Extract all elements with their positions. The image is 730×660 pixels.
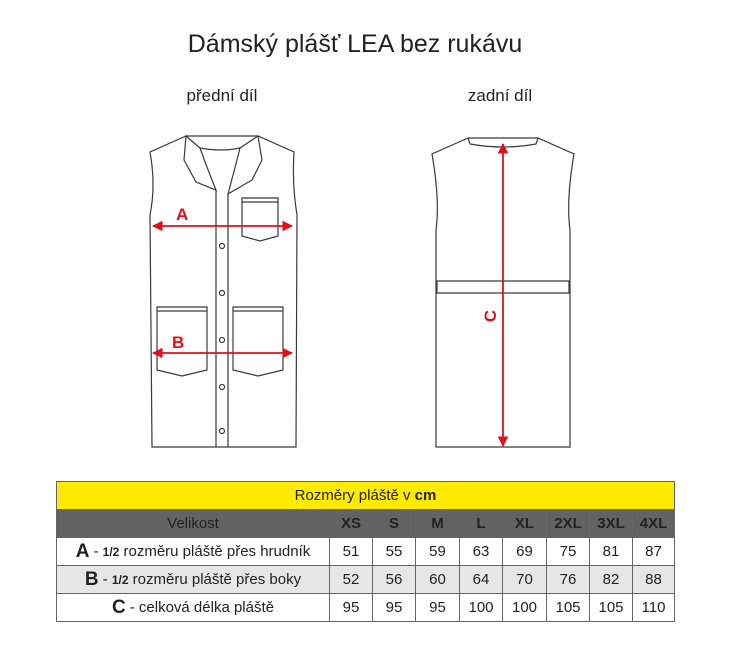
size-3xl: 3XL bbox=[590, 510, 633, 538]
cell-value: 52 bbox=[330, 566, 373, 594]
page-title: Dámský plášť LEA bez rukávu bbox=[187, 30, 523, 58]
cell-value: 75 bbox=[547, 538, 590, 566]
table-row bbox=[57, 594, 675, 622]
size-4xl: 4XL bbox=[633, 510, 675, 538]
size-2xl: 2XL bbox=[547, 510, 590, 538]
table-row bbox=[57, 538, 675, 566]
front-chest-pocket bbox=[242, 198, 278, 241]
front-right-pocket bbox=[233, 307, 283, 376]
size-header-label: Velikost bbox=[57, 510, 330, 538]
cell-value: 88 bbox=[633, 566, 675, 594]
table-row bbox=[57, 566, 675, 594]
row-a-description: A - 1/2 rozměru pláště přes hrudník bbox=[57, 538, 330, 566]
cell-value: 60 bbox=[416, 566, 460, 594]
row-b-description: B - 1/2 rozměru pláště přes boky bbox=[57, 566, 330, 594]
cell-value: 63 bbox=[460, 538, 503, 566]
cell-value: 105 bbox=[590, 594, 633, 622]
size-l: L bbox=[460, 510, 503, 538]
size-s: S bbox=[373, 510, 416, 538]
size-m: M bbox=[416, 510, 460, 538]
cell-value: 82 bbox=[590, 566, 633, 594]
cell-value: 87 bbox=[633, 538, 675, 566]
cell-value: 105 bbox=[547, 594, 590, 622]
size-header-row bbox=[57, 510, 675, 538]
measure-c-marker: C bbox=[481, 309, 500, 323]
size-table bbox=[56, 481, 675, 622]
cell-value: 76 bbox=[547, 566, 590, 594]
measure-b-marker: B bbox=[172, 333, 185, 352]
cell-value: 110 bbox=[633, 594, 675, 622]
cell-value: 100 bbox=[503, 594, 547, 622]
cell-value: 95 bbox=[373, 594, 416, 622]
cell-value: 55 bbox=[373, 538, 416, 566]
cell-value: 100 bbox=[460, 594, 503, 622]
cell-value: 81 bbox=[590, 538, 633, 566]
back-view-label: zadní díl bbox=[467, 86, 533, 105]
row-c-description: C - celková délka pláště bbox=[57, 594, 330, 622]
size-xl: XL bbox=[503, 510, 547, 538]
cell-value: 95 bbox=[330, 594, 373, 622]
cell-value: 64 bbox=[460, 566, 503, 594]
size-xs: XS bbox=[330, 510, 373, 538]
measure-a-marker: A bbox=[176, 205, 189, 224]
cell-value: 56 bbox=[373, 566, 416, 594]
cell-value: 95 bbox=[416, 594, 460, 622]
cell-value: 51 bbox=[330, 538, 373, 566]
cell-value: 59 bbox=[416, 538, 460, 566]
table-caption: Rozměry pláště v cm bbox=[57, 482, 675, 510]
cell-value: 70 bbox=[503, 566, 547, 594]
front-view-label: přední díl bbox=[186, 86, 258, 105]
front-garment bbox=[150, 136, 297, 447]
cell-value: 69 bbox=[503, 538, 547, 566]
